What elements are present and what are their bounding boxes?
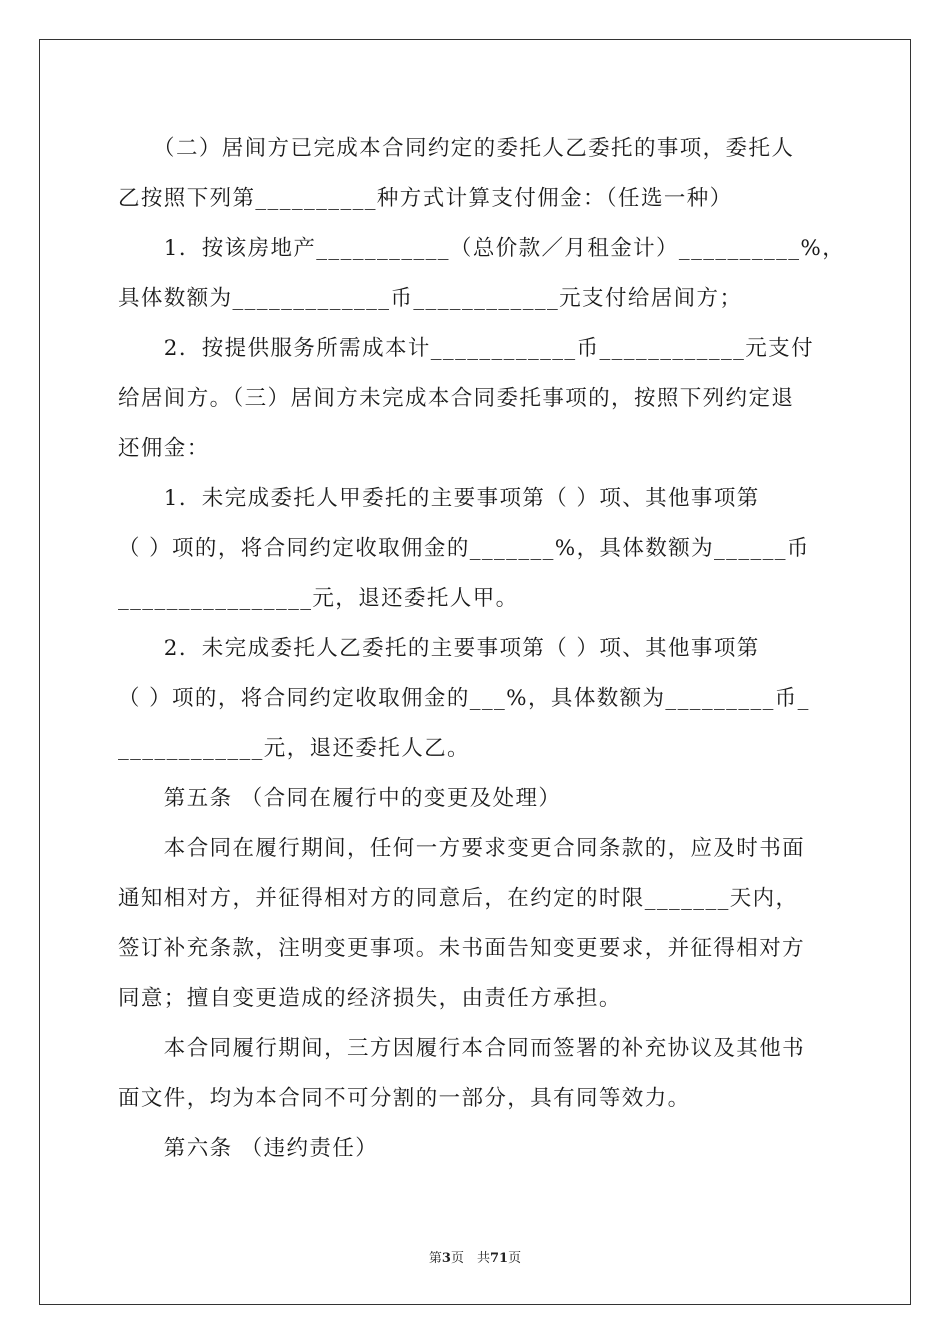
text-line: 1．按该房地产___________（总价款／月租金计）__________%， <box>118 236 846 261</box>
text-line: ____________元，退还委托人乙。 <box>118 736 470 761</box>
text-line: 通知相对方，并征得相对方的同意后，在约定的时限_______天内， <box>118 886 799 911</box>
text-line: 本合同履行期间，三方因履行本合同而签署的补充协议及其他书 <box>118 1036 806 1061</box>
text-line: 1．未完成委托人甲委托的主要事项第（ ）项、其他事项第 <box>118 486 760 511</box>
text-line: 本合同在履行期间，任何一方要求变更合同条款的，应及时书面 <box>118 836 806 861</box>
section-heading: 第五条 （合同在履行中的变更及处理） <box>118 786 562 811</box>
page-footer <box>0 1247 950 1266</box>
text-line: ________________元，退还委托人甲。 <box>118 586 519 611</box>
text-line: 给居间方。（三）居间方未完成本合同委托事项的，按照下列约定退 <box>118 386 795 411</box>
text-line: （二）居间方已完成本合同约定的委托人乙委托的事项，委托人 <box>118 136 795 161</box>
text-line: 2．未完成委托人乙委托的主要事项第（ ）项、其他事项第 <box>118 636 760 661</box>
text-line: 签订补充条款，注明变更事项。未书面告知变更要求，并征得相对方 <box>118 936 806 961</box>
page-total-number: 71 <box>489 1251 509 1266</box>
text-line: （ ）项的，将合同约定收取佣金的___%，具体数额为_________币_ <box>118 686 810 711</box>
document-body <box>118 124 846 1174</box>
text-line: 乙按照下列第__________种方式计算支付佣金：（任选一种） <box>118 186 733 211</box>
text-line: 还佣金： <box>118 436 210 461</box>
text-line: 2．按提供服务所需成本计____________币____________元支付 <box>118 336 814 361</box>
text-line: （ ）项的，将合同约定收取佣金的_______%，具体数额为______币 <box>118 536 810 561</box>
text-line: 同意；擅自变更造成的经济损失，由责任方承担。 <box>118 986 622 1011</box>
page-label-mid: 页 共 <box>450 1251 490 1266</box>
page-label-suffix: 页 <box>508 1251 522 1266</box>
page-current-number: 3 <box>441 1251 451 1266</box>
paragraph <box>118 124 846 1174</box>
text-line: 具体数额为_____________币____________元支付给居间方； <box>118 286 743 311</box>
section-heading: 第六条 （违约责任） <box>118 1136 379 1161</box>
page-label-prefix: 第 <box>428 1251 442 1266</box>
text-line: 面文件，均为本合同不可分割的一部分，具有同等效力。 <box>118 1086 691 1111</box>
